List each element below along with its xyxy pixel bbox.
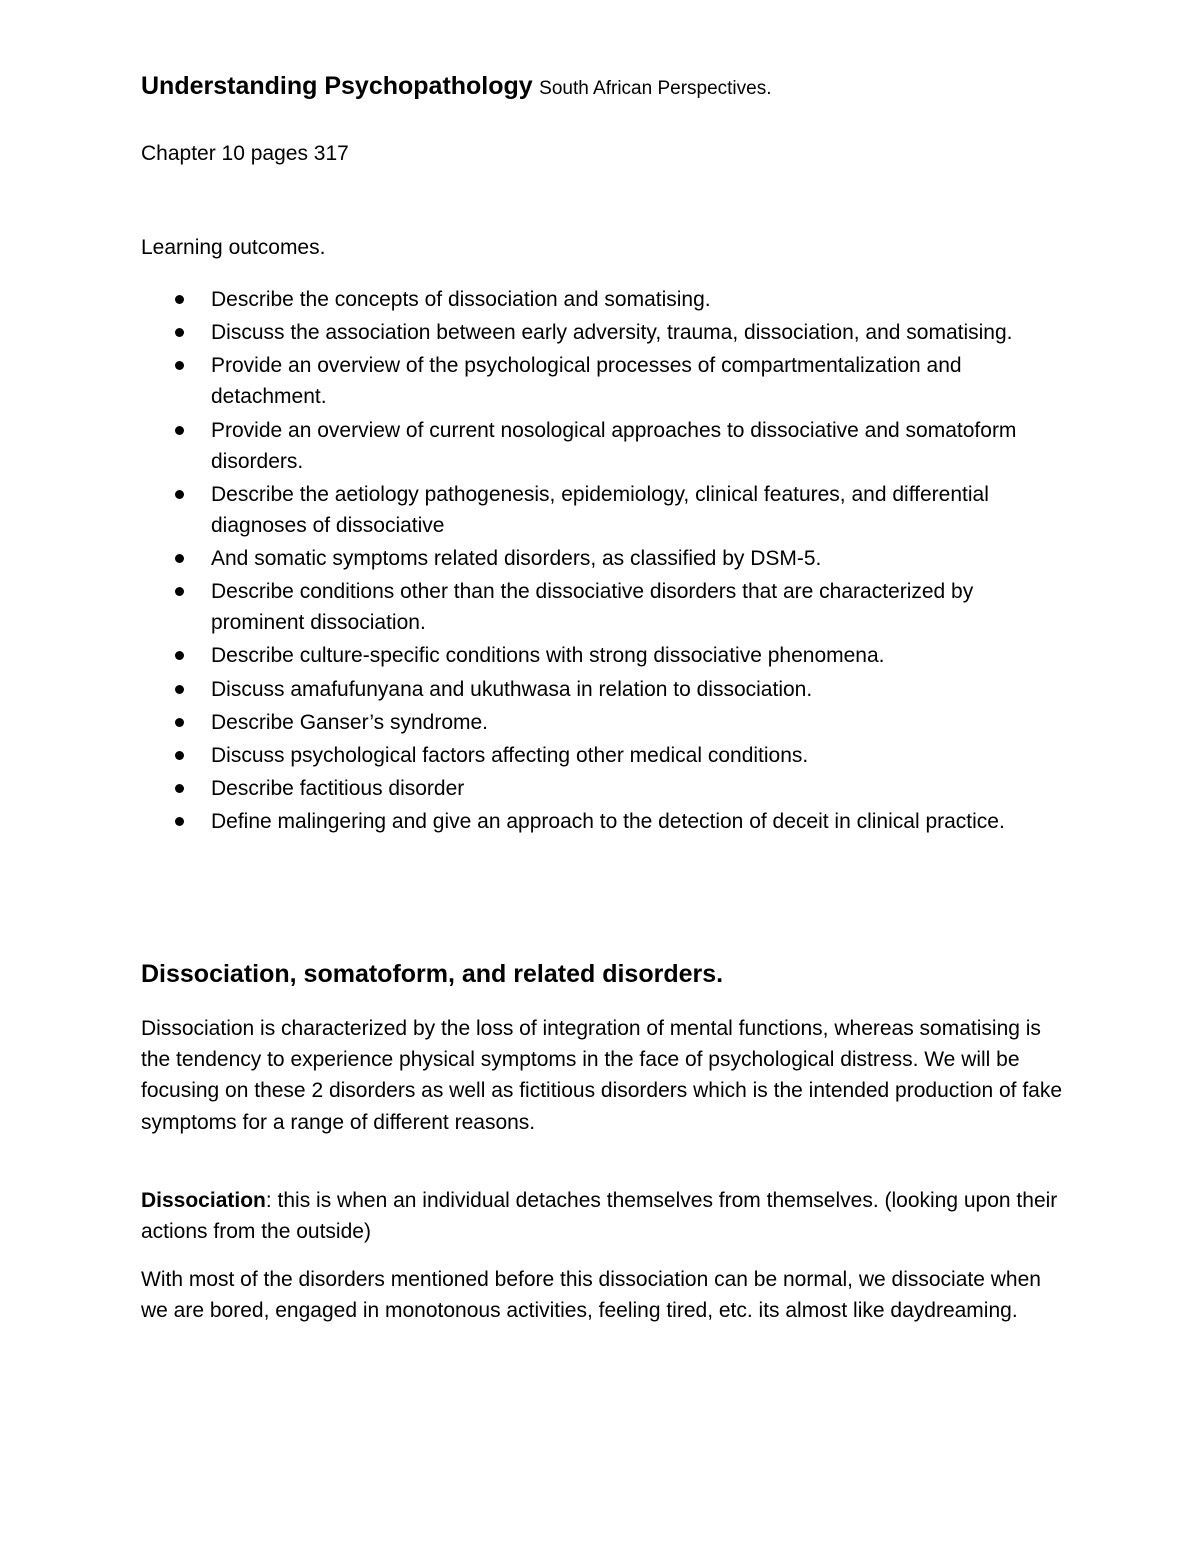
list-item: Describe Ganser’s syndrome. — [141, 707, 1071, 738]
bullet-icon — [175, 685, 184, 694]
learning-outcomes-heading: Learning outcomes. — [141, 236, 326, 259]
list-item: Discuss the association between early adversity, trauma, dissociation, and somatising. — [141, 317, 1071, 348]
term-definition: : this is when an individual detaches themselves from themselves. (looking upon their actions from the outside) — [141, 1189, 1058, 1244]
list-item: Provide an overview of the psychological processes of compartmentalization and detachment. — [141, 350, 1071, 412]
list-item: Describe factitious disorder — [141, 773, 1071, 804]
paragraph-normal-dissociation: With most of the disorders mentioned before this dissociation can be normal, we dissociate when we are bored, engaged in monotonous activities, feeling tired, etc. its almost like daydreaming. — [141, 1268, 1041, 1323]
term-dissociation: Dissociation — [141, 1189, 266, 1212]
list-item: Describe the aetiology pathogenesis, epidemiology, clinical features, and differential diagnoses of dissociative — [141, 479, 1071, 541]
chapter-reference: Chapter 10 pages 317 — [141, 142, 349, 165]
list-item: Describe the concepts of dissociation and somatising. — [141, 284, 1071, 315]
book-subtitle: South African Perspectives. — [539, 78, 772, 99]
document-title — [141, 72, 772, 101]
list-item: Describe conditions other than the dissociative disorders that are characterized by prominent dissociation. — [141, 576, 1071, 638]
bullet-icon — [175, 651, 184, 660]
list-item: Discuss psychological factors affecting other medical conditions. — [141, 740, 1071, 771]
section-heading: Dissociation, somatoform, and related disorders. — [141, 960, 724, 988]
bullet-icon — [175, 784, 184, 793]
bullet-icon — [175, 295, 184, 304]
book-title: Understanding Psychopathology — [141, 72, 533, 100]
bullet-icon — [175, 587, 184, 596]
bullet-icon — [175, 426, 184, 435]
list-item: Discuss amafufunyana and ukuthwasa in relation to dissociation. — [141, 674, 1071, 705]
list-item: Define malingering and give an approach to the detection of deceit in clinical practice. — [141, 806, 1071, 837]
list-item: Describe culture-specific conditions with strong dissociative phenomena. — [141, 640, 1071, 671]
paragraph-definition: Dissociation is characterized by the loss of integration of mental functions, whereas somatising is the tendency to experience physical symptoms in the face of psychological distress. We will be focusing on these 2 disorders as well as fictitious disorders which is the intended production of fake symptoms for a range of different reasons. — [141, 1017, 1063, 1134]
bullet-icon — [175, 490, 184, 499]
learning-outcomes-list — [141, 284, 1071, 839]
list-item: And somatic symptoms related disorders, as classified by DSM-5. — [141, 543, 1071, 574]
bullet-icon — [175, 718, 184, 727]
paragraph-dissociation — [141, 1185, 1066, 1247]
bullet-icon — [175, 751, 184, 760]
bullet-icon — [175, 361, 184, 370]
bullet-icon — [175, 817, 184, 826]
list-item: Provide an overview of current nosological approaches to dissociative and somatoform disorders. — [141, 415, 1071, 477]
bullet-icon — [175, 554, 184, 563]
bullet-icon — [175, 328, 184, 337]
